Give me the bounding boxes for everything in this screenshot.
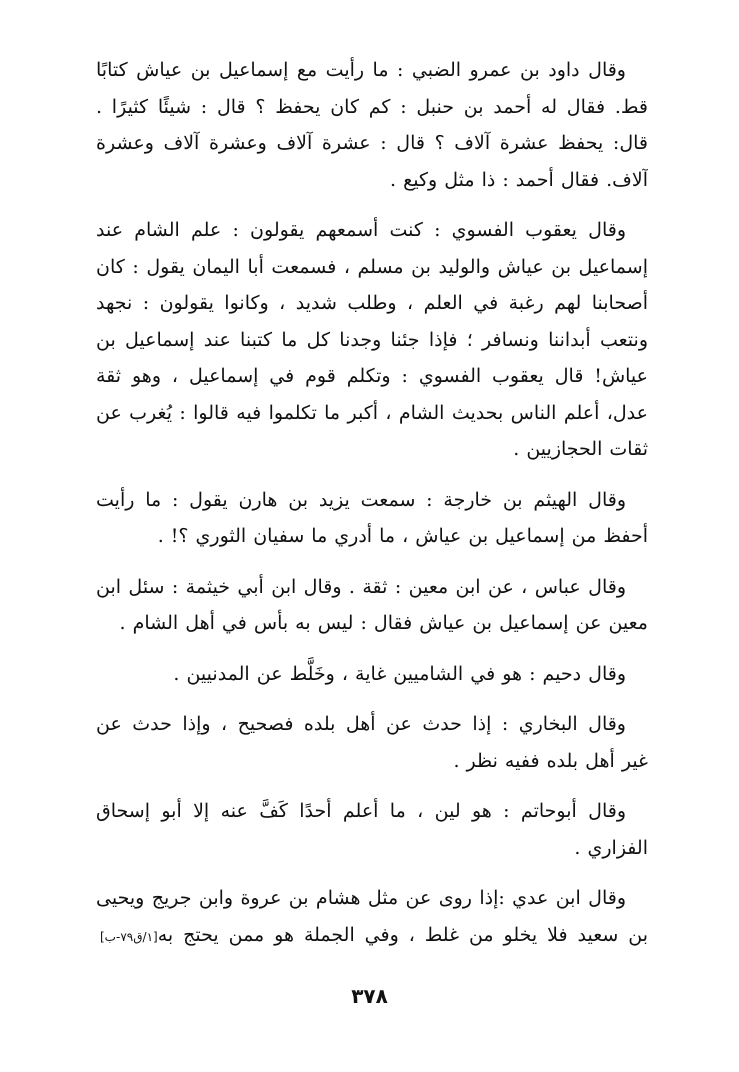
text-line: وقال البخاري : إذا حدث عن أهل بلده فصحيح ، وإذا حدث عن xyxy=(96,713,626,735)
text-line: الفزاري . xyxy=(574,836,648,859)
text-line: قال: يحفظ عشرة آلاف ؟ قال : عشرة آلاف وعشرة آلاف وعشرة xyxy=(96,132,648,154)
text-line: وقال ابن عدي :إذا روى عن مثل هشام بن عروة وابن جريج ويحيى xyxy=(96,887,626,909)
page-number: ٣٧٨ xyxy=(351,984,388,1008)
paragraph-2 xyxy=(96,212,648,468)
text-line: أصحابنا لهم رغبة في العلم ، وطلب شديد ، وكانوا يقولون : نجهد xyxy=(96,292,648,314)
text-line: ثقات الحجازيين . xyxy=(513,438,648,460)
text-line: آلاف. فقال أحمد : ذا مثل وكيع . xyxy=(390,168,648,191)
text-line: وقال أبوحاتم : هو لين ، ما أعلم أحدًا كَفَّ عنه إلا أبو إسحاق xyxy=(96,800,626,822)
text-line xyxy=(96,917,648,956)
text-line: وقال داود بن عمرو الضبي : ما رأيت مع إسماعيل بن عياش كتابًا xyxy=(96,59,626,81)
text-line: غير أهل بلده ففيه نظر . xyxy=(453,749,648,772)
paragraph-3 xyxy=(96,482,648,555)
text-line: عياش! قال يعقوب الفسوي : وتكلم قوم في إسماعيل ، وهو ثقة xyxy=(96,365,648,387)
main-text xyxy=(96,52,648,955)
paragraph-1 xyxy=(96,52,648,198)
paragraph-6 xyxy=(96,706,648,779)
text-line: وقال دحيم : هو في الشاميين غاية ، وخَلَّط عن المدنيين . xyxy=(173,662,626,685)
manuscript-reference: [١/ق٧٩-ب] xyxy=(100,929,158,944)
text-line: إسماعيل بن عياش والوليد بن مسلم ، فسمعت أبا اليمان يقول : كان xyxy=(96,255,648,278)
text-line: ونتعب أبداننا ونسافر ؛ فإذا جئنا وجدنا كل ما كتبنا عند إسماعيل بن xyxy=(96,328,648,351)
text-line: وقال عباس ، عن ابن معين : ثقة . وقال ابن أبي خيثمة : سئل ابن xyxy=(96,575,626,598)
paragraph-4 xyxy=(96,569,648,642)
paragraph-7 xyxy=(96,793,648,866)
paragraph-5 xyxy=(96,656,648,693)
text-line: قط. فقال له أحمد بن حنبل : كم كان يحفظ ؟ قال : شيئًا كثيرًا . xyxy=(96,95,648,118)
text-line: وقال يعقوب الفسوي : كنت أسمعهم يقولون : علم الشام عند xyxy=(96,219,626,241)
text-line-body: بن سعيد فلا يخلو من غلط ، وفي الجملة هو ممن يحتج به xyxy=(157,923,648,946)
text-line: معين عن إسماعيل بن عياش فقال : ليس به بأس في أهل الشام . xyxy=(119,612,648,634)
text-line: أحفظ من إسماعيل بن عياش ، ما أدري ما سفيان الثوري ؟! . xyxy=(157,525,648,547)
text-line: عدل، أعلم الناس بحديث الشام ، أكبر ما تكلموا فيه قالوا : يُغرب عن xyxy=(96,401,648,424)
text-line: وقال الهيثم بن خارجة : سمعت يزيد بن هارن يقول : ما رأيت xyxy=(96,488,626,511)
paragraph-8 xyxy=(96,880,648,955)
